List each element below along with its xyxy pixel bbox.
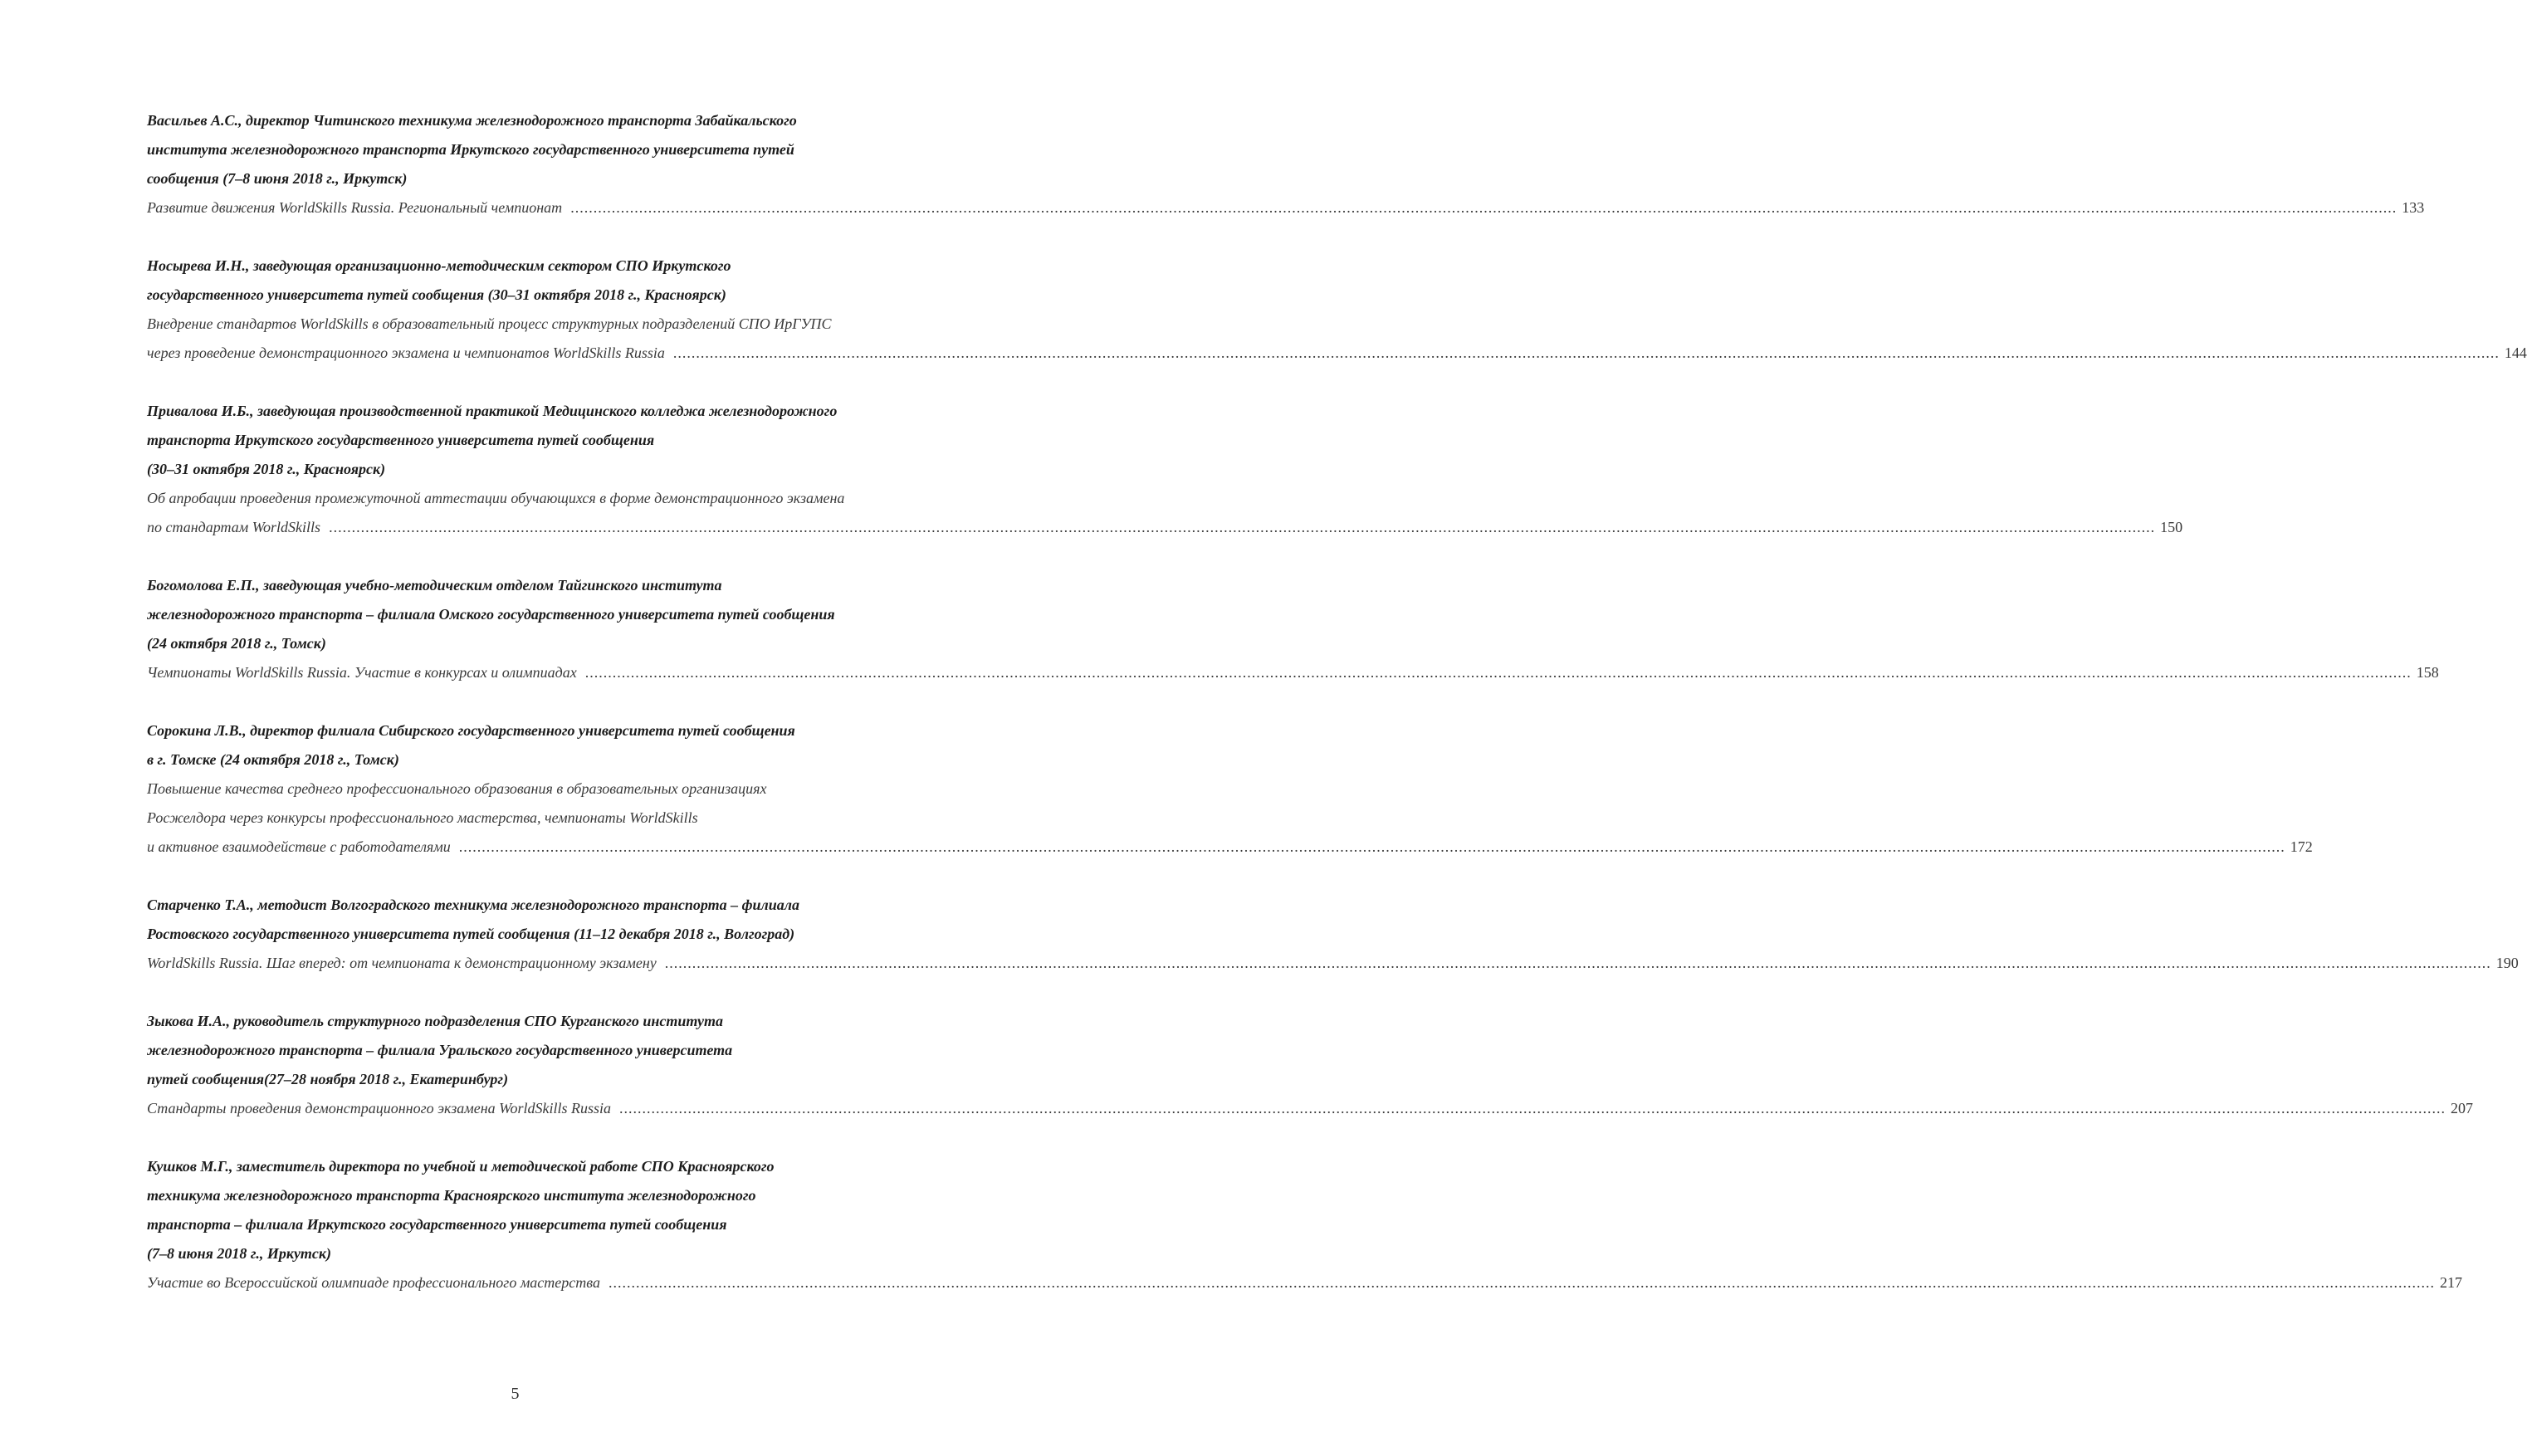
entry-title-line: по стандартам WorldSkills (147, 519, 321, 535)
entry-title-with-page (147, 1094, 2473, 1123)
toc-entry (147, 891, 2519, 978)
table-of-contents (147, 106, 2527, 1327)
entry-title-line: WorldSkills Russia. Шаг вперед: от чемпионата к демонстрационному экзамену (147, 955, 657, 971)
toc-entry (147, 252, 2527, 368)
toc-entry (147, 106, 2425, 222)
toc-entry (147, 1152, 2462, 1297)
entry-author-line: Васильев А.С., директор Читинского техникума железнодорожного транспорта Забайкальского (147, 112, 797, 129)
entry-page-number: 207 (2450, 1100, 2473, 1116)
entry-title-with-page (147, 658, 2439, 687)
page-number: 5 (511, 1385, 520, 1403)
dot-leader: ................................................................................................................................................................................................................................................................................................................................................................................................................ (584, 664, 2412, 681)
dot-leader: ................................................................................................................................................................................................................................................................................................................................................................................................................ (664, 955, 2491, 971)
toc-entry (147, 397, 2183, 542)
dot-leader: ................................................................................................................................................................................................................................................................................................................................................................................................................ (570, 199, 2397, 216)
dot-leader: ................................................................................................................................................................................................................................................................................................................................................................................................................ (458, 838, 2285, 855)
dot-leader: ................................................................................................................................................................................................................................................................................................................................................................................................................ (618, 1100, 2446, 1116)
entry-author-line: железнодорожного транспорта – филиала Уральского государственного университета (147, 1042, 733, 1058)
entry-page-number: 172 (2290, 838, 2313, 855)
toc-entry (147, 716, 2313, 862)
entry-title-with-page (147, 513, 2183, 542)
entry-page-number: 144 (2504, 344, 2527, 361)
entry-page-number: 158 (2416, 664, 2439, 681)
entry-title-line: Участие во Всероссийской олимпиаде профессионального мастерства (147, 1274, 600, 1291)
entry-title-with-page (147, 949, 2519, 978)
entry-page-number: 133 (2402, 199, 2425, 216)
entry-author-line: Богомолова Е.П., заведующая учебно-методическим отделом Тайгинского института (147, 577, 722, 594)
entry-author-line: техникума железнодорожного транспорта Красноярского института железнодорожного (147, 1187, 756, 1204)
entry-author-line: путей сообщения(27–28 ноября 2018 г., Екатеринбург) (147, 1071, 509, 1087)
entry-author-line: (30–31 октября 2018 г., Красноярск) (147, 461, 386, 477)
entry-title-line: и активное взаимодействие с работодателями (147, 838, 451, 855)
entry-title-line: Стандарты проведения демонстрационного экзамена WorldSkills Russia (147, 1100, 611, 1116)
entry-author-line: (24 октября 2018 г., Томск) (147, 635, 326, 652)
entry-author-line: транспорта Иркутского государственного университета путей сообщения (147, 432, 655, 448)
entry-author-line: института железнодорожного транспорта Иркутского государственного университета путей (147, 141, 794, 158)
entry-title-line: Внедрение стандартов WorldSkills в образовательный процесс структурных подразделений СПО ИрГУПС (147, 315, 832, 332)
entry-author-line: государственного университета путей сообщения (30–31 октября 2018 г., Красноярск) (147, 286, 726, 303)
entry-author-line: Зыкова И.А., руководитель структурного подразделения СПО Курганского института (147, 1013, 723, 1029)
entry-author-line: сообщения (7–8 июня 2018 г., Иркутск) (147, 170, 408, 187)
entry-author-line: транспорта – филиала Иркутского государственного университета путей сообщения (147, 1216, 727, 1233)
entry-author-line: Кушков М.Г., заместитель директора по учебной и методической работе СПО Красноярского (147, 1158, 775, 1175)
entry-author-line: железнодорожного транспорта – филиала Омского государственного университета путей сообщения (147, 606, 835, 623)
entry-author-line: (7–8 июня 2018 г., Иркутск) (147, 1245, 332, 1262)
entry-title-with-page (147, 339, 2527, 368)
entry-page-number: 190 (2495, 955, 2519, 971)
entry-page-number: 217 (2439, 1274, 2462, 1291)
entry-title-line: Об апробации проведения промежуточной аттестации обучающихся в форме демонстрационного экзамена (147, 490, 845, 506)
entry-author-line: Носырева И.Н., заведующая организационно-методическим сектором СПО Иркутского (147, 257, 731, 274)
entry-title-with-page (147, 1268, 2462, 1297)
entry-author-line: Старченко Т.А., методист Волгоградского техникума железнодорожного транспорта – филиала (147, 897, 800, 913)
dot-leader: ................................................................................................................................................................................................................................................................................................................................................................................................................ (329, 519, 2156, 535)
toc-entry (147, 1007, 2473, 1123)
entry-author-line: Привалова И.Б., заведующая производственной практикой Медицинского колледжа железнодорожного (147, 403, 838, 419)
entry-title-with-page (147, 833, 2313, 862)
entry-title-line: Чемпионаты WorldSkills Russia. Участие в конкурсах и олимпиадах (147, 664, 577, 681)
dot-leader: ................................................................................................................................................................................................................................................................................................................................................................................................................ (608, 1274, 2435, 1291)
entry-page-number: 150 (2160, 519, 2183, 535)
entry-author-line: в г. Томске (24 октября 2018 г., Томск) (147, 751, 399, 768)
toc-entry (147, 571, 2439, 687)
entry-title-line: Повышение качества среднего профессионального образования в образовательных организациях (147, 780, 767, 797)
entry-title-line: Развитие движения WorldSkills Russia. Региональный чемпионат (147, 199, 563, 216)
entry-author-line: Сорокина Л.В., директор филиала Сибирского государственного университета путей сообщения (147, 722, 795, 739)
dot-leader: ................................................................................................................................................................................................................................................................................................................................................................................................................ (672, 344, 2500, 361)
entry-title-with-page (147, 193, 2425, 222)
entry-title-line: через проведение демонстрационного экзамена и чемпионатов WorldSkills Russia (147, 344, 665, 361)
entry-title-line: Росжелдора через конкурсы профессионального мастерства, чемпионаты WorldSkills (147, 809, 698, 826)
entry-author-line: Ростовского государственного университета путей сообщения (11–12 декабря 2018 г., Волгоград) (147, 926, 795, 942)
